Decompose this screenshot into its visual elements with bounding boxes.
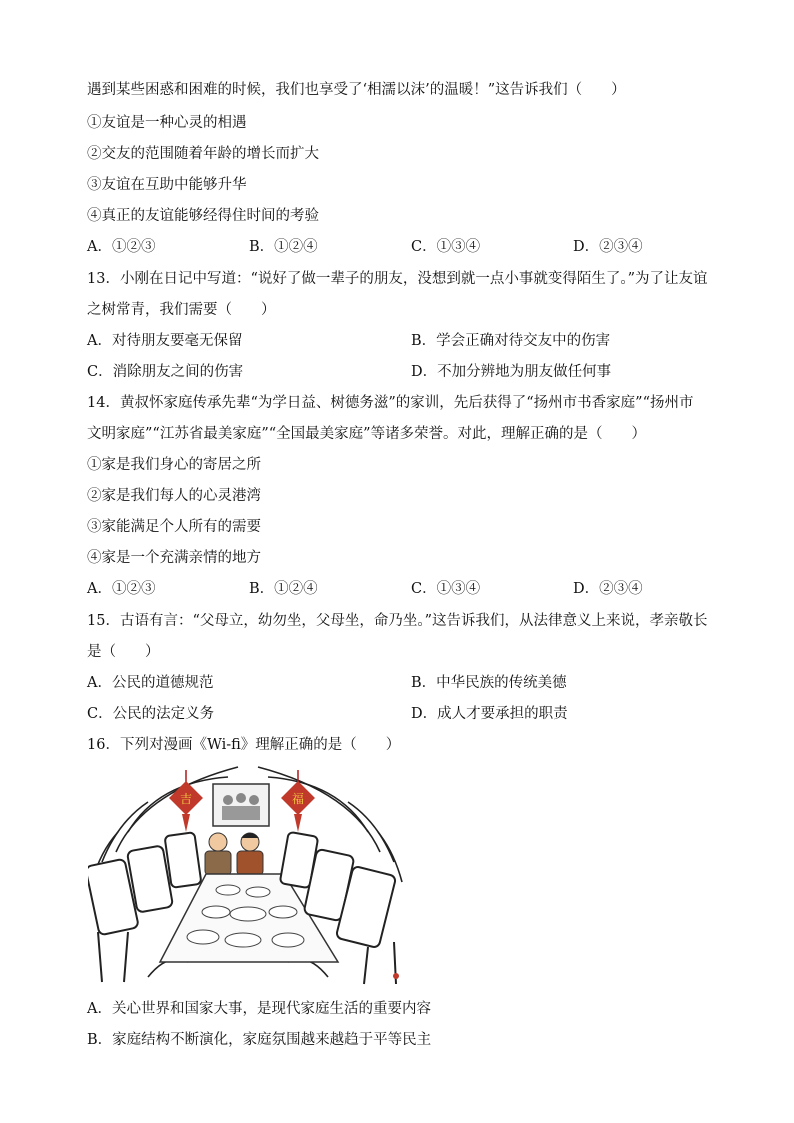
q14-item-4: ④家是一个充满亲情的地方 — [87, 550, 261, 566]
q12-item-3: ③友谊在互助中能够升华 — [87, 177, 247, 193]
q13-stem-line-2: 之树常青，我们需要（ ） — [87, 302, 276, 318]
charm-left-label: 吉 — [179, 792, 193, 806]
q12-item-4: ④真正的友谊能够经得住时间的考验 — [87, 208, 319, 224]
q16-stem: 16．下列对漫画《Wi-fi》理解正确的是（ ） — [87, 737, 401, 753]
q14-option-c[interactable]: C．①③④ — [411, 581, 481, 597]
q15-option-c[interactable]: C．公民的法定义务 — [87, 706, 215, 722]
wifi-cartoon-image — [88, 762, 406, 988]
charm-right-label: 福 — [291, 792, 305, 806]
q14-stem-line-2: 文明家庭”“江苏省最美家庭”“全国最美家庭”等诸多荣誉。对此，理解正确的是（ ） — [87, 426, 647, 442]
q12-stem-end: 遇到某些困惑和困难的时候，我们也享受了‘相濡以沫’的温暖！”这告诉我们（ ） — [87, 82, 626, 98]
q12-item-2: ②交友的范围随着年龄的增长而扩大 — [87, 146, 319, 162]
q14-item-3: ③家能满足个人所有的需要 — [87, 519, 261, 535]
q15-stem-line-1: 15．古语有言：“父母立，幼勿坐，父母坐，命乃坐。”这告诉我们，从法律意义上来说，孝亲敬长 — [87, 613, 708, 629]
q13-stem-line-1: 13．小刚在日记中写道：“说好了做一辈子的朋友，没想到就一点小事就变得陌生了。”为了让友谊 — [87, 271, 708, 287]
q14-stem-line-1: 14．黄叔怀家庭传承先辈“为学日益、树德务滋”的家训，先后获得了“扬州市书香家庭”“扬州市 — [87, 395, 694, 411]
q14-item-1: ①家是我们身心的寄居之所 — [87, 457, 261, 473]
q14-option-b[interactable]: B．①②④ — [249, 581, 318, 597]
q15-option-d[interactable]: D．成人才要承担的职责 — [411, 706, 568, 722]
q12-option-c[interactable]: C．①③④ — [411, 239, 481, 255]
q13-option-a[interactable]: A．对待朋友要毫无保留 — [87, 333, 243, 349]
q16-option-b[interactable]: B．家庭结构不断演化，家庭氛围越来越趋于平等民主 — [87, 1032, 432, 1048]
left-charm — [169, 770, 203, 832]
q15-option-a[interactable]: A．公民的道德规范 — [87, 675, 214, 691]
elderly-couple — [205, 833, 263, 875]
q16-option-a[interactable]: A．关心世界和国家大事，是现代家庭生活的重要内容 — [87, 1001, 431, 1017]
q12-option-d[interactable]: D．②③④ — [573, 239, 643, 255]
q14-option-d[interactable]: D．②③④ — [573, 581, 643, 597]
q14-item-2: ②家是我们每人的心灵港湾 — [87, 488, 261, 504]
q13-option-d[interactable]: D．不加分辨地为朋友做任何事 — [411, 364, 612, 380]
q12-option-b[interactable]: B．①②④ — [249, 239, 318, 255]
q12-option-a[interactable]: A．①②③ — [87, 239, 156, 255]
q14-option-a[interactable]: A．①②③ — [87, 581, 156, 597]
q15-option-b[interactable]: B．中华民族的传统美德 — [411, 675, 567, 691]
q12-item-1: ①友谊是一种心灵的相遇 — [87, 115, 247, 131]
q15-stem-line-2: 是（ ） — [87, 644, 160, 660]
q13-option-b[interactable]: B．学会正确对待交友中的伤害 — [411, 333, 611, 349]
q13-option-c[interactable]: C．消除朋友之间的伤害 — [87, 364, 244, 380]
